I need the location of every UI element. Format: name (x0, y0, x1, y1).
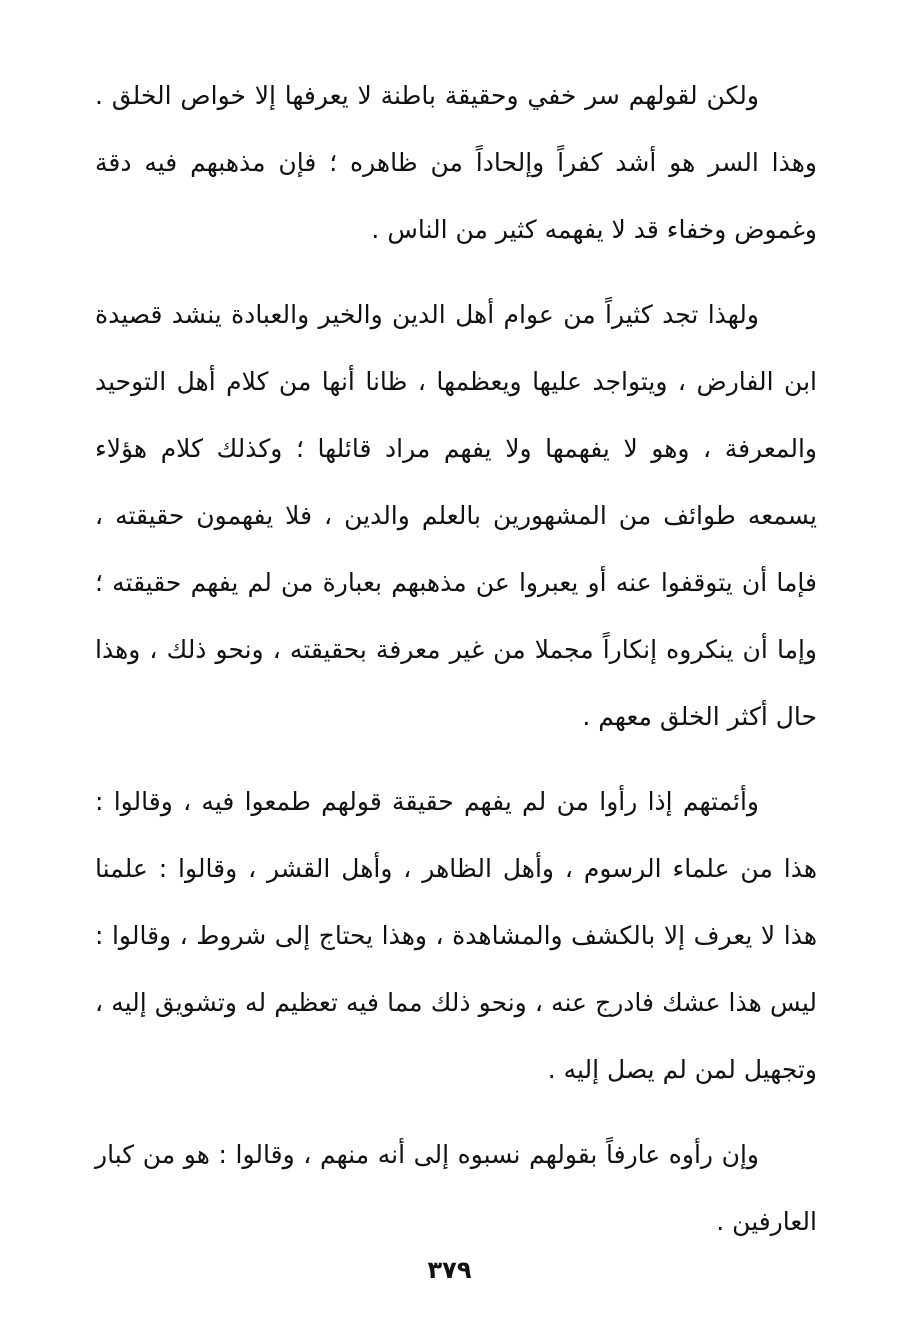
paragraph-3: وأئمتهم إذا رأوا من لم يفهم حقيقة قولهم طمعوا فيه ، وقالوا : هذا من علماء الرسوم ، وأهل الظاهر ، وأهل القشر ، وقالوا : علمنا هذا لا يعرف إلا بالكشف والمشاهدة ، وهذا يحتاج إلى شروط ، وقالوا : ليس هذا عشك فادرج عنه ، ونحو ذلك مما فيه تعظيم له وتشويق إليه ، وتجهيل لمن لم يصل إليه . (95, 787, 817, 1084)
paragraph-2: ولهذا تجد كثيراً من عوام أهل الدين والخير والعبادة ينشد قصيدة ابن الفارض ، ويتواجد عليها ويعظمها ، ظانا أنها من كلام أهل التوحيد والمعرفة ، وهو لا يفهمها ولا يفهم مراد قائلها ؛ وكذلك كلام هؤلاء يسمعه طوائف من المشهورين بالعلم والدين ، فلا يفهمون حقيقته ، فإما أن يتوقفوا عنه أو يعبروا عن مذهبهم بعبارة من لم يفهم حقيقته ؛ وإما أن ينكروه إنكاراً مجملا من غير معرفة بحقيقته ، ونحو ذلك ، وهذا حال أكثر الخلق معهم . (95, 300, 817, 731)
paragraph-4: وإن رأوه عارفاً بقولهم نسبوه إلى أنه منهم ، وقالوا : هو من كبار العارفين . (95, 1140, 817, 1236)
paragraph-1: ولكن لقولهم سر خفي وحقيقة باطنة لا يعرفها إلا خواص الخلق . وهذا السر هو أشد كفراً وإلحاداً من ظاهره ؛ فإن مذهبهم فيه دقة وغموض وخفاء قد لا يفهمه كثير من الناس . (95, 81, 817, 244)
page-number: ٣٧٩ (427, 1256, 472, 1284)
page-body-text (95, 62, 817, 1255)
